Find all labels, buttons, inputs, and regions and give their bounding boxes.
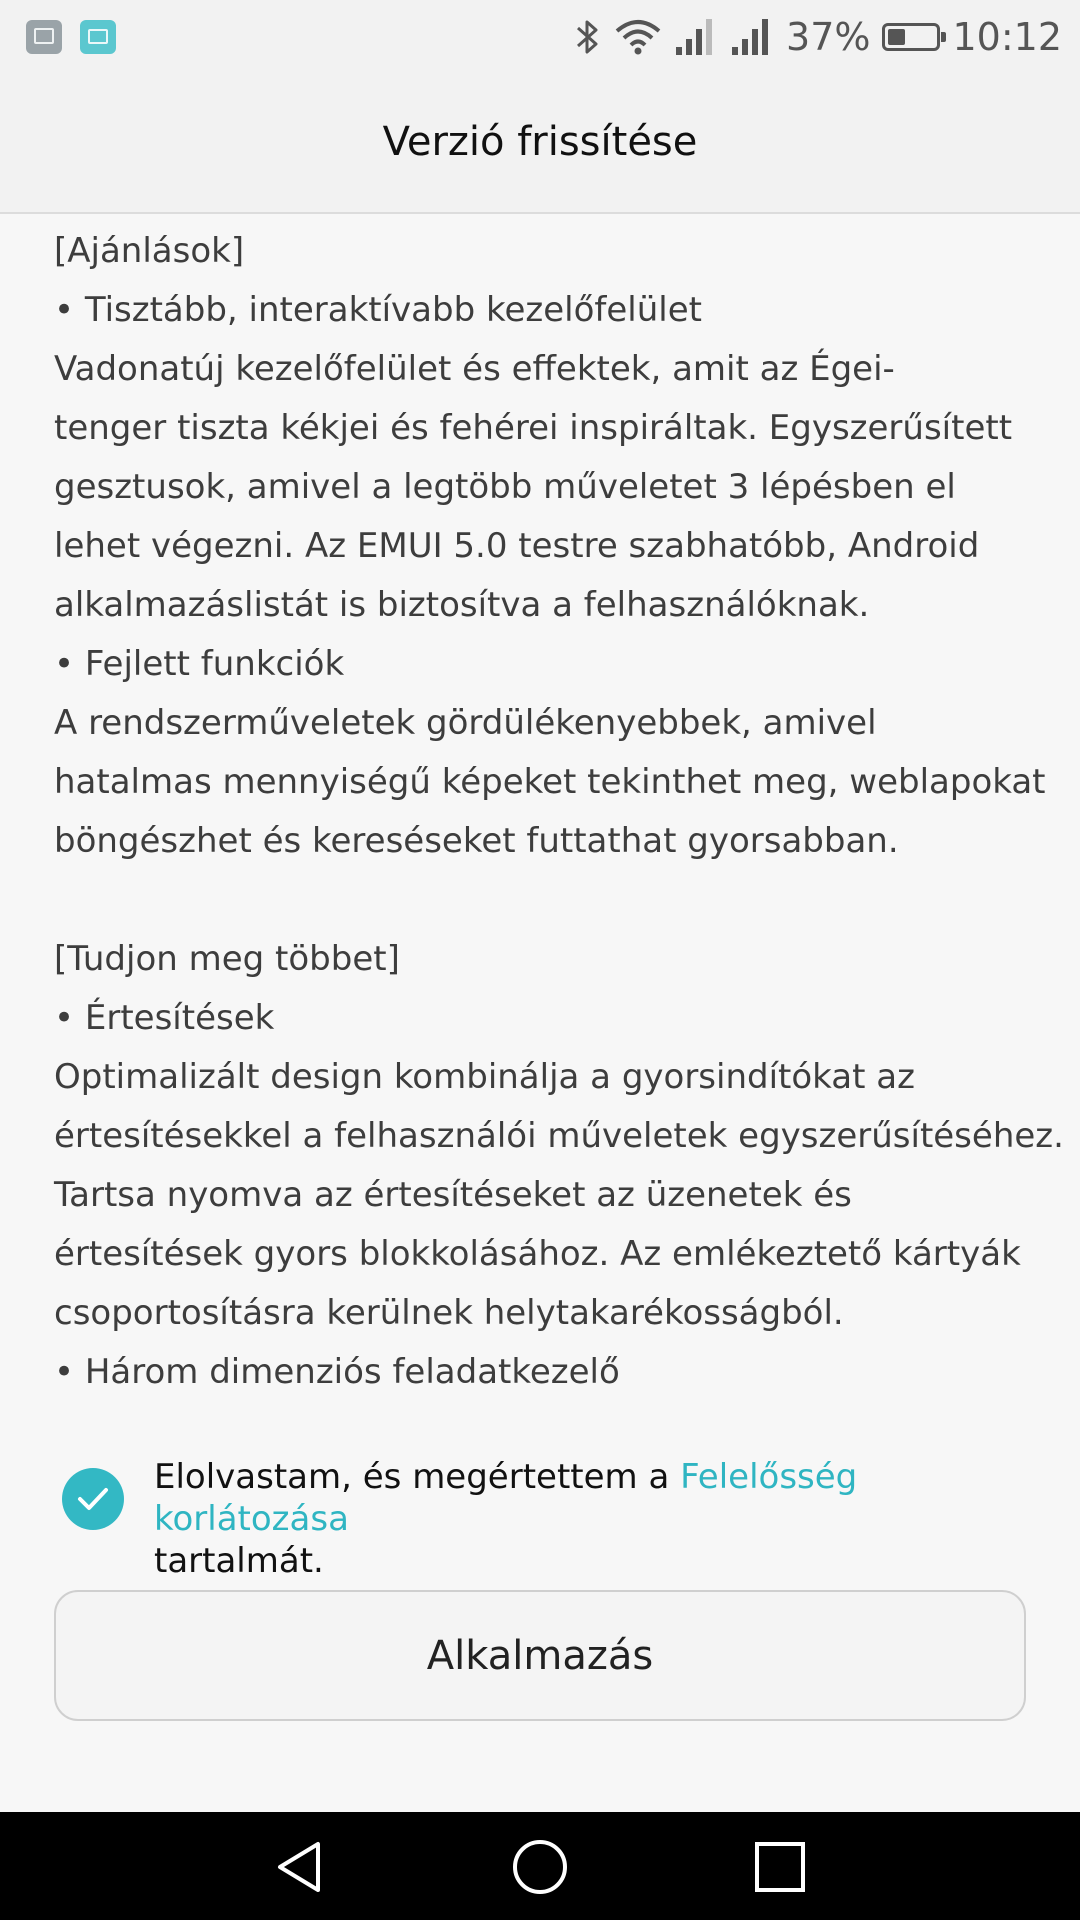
agreement-text-before: Elolvastam, és megértettem a — [154, 1457, 681, 1497]
release-note-line: gesztusok, amivel a legtöbb műveletet 3 lépésben el — [54, 467, 956, 507]
release-note-line: Vadonatúj kezelőfelület és effektek, amit az Égei- — [54, 349, 895, 389]
release-note-line: • Tisztább, interaktívabb kezelőfelület — [54, 290, 702, 330]
page-title: Verzió frissítése — [382, 119, 698, 165]
checkmark-icon — [76, 1485, 110, 1513]
release-note-line: csoportosításra kerülnek helytakarékosságból. — [54, 1293, 844, 1333]
clock: 10:12 — [952, 15, 1062, 59]
release-note-line: • Értesítések — [54, 998, 275, 1038]
release-notes[interactable] — [54, 222, 1064, 1402]
apply-button[interactable]: Alkalmazás — [54, 1590, 1026, 1721]
battery-icon — [882, 23, 940, 51]
recent-apps-icon[interactable] — [751, 1838, 809, 1896]
release-note-line: Optimalizált design kombinálja a gyorsindítókat az — [54, 1057, 915, 1097]
wifi-icon — [614, 17, 662, 57]
mail-icon — [80, 20, 116, 54]
release-note-line: • Fejlett funkciók — [54, 644, 345, 684]
release-note-line: • Három dimenziós feladatkezelő — [54, 1352, 620, 1392]
bluetooth-icon — [574, 17, 602, 57]
release-note-line: értesítésekkel a felhasználói műveletek egyszerűsítéséhez. — [54, 1116, 1064, 1156]
battery-percent: 37% — [786, 15, 871, 59]
gallery-icon — [26, 20, 62, 54]
back-icon[interactable] — [272, 1838, 330, 1896]
release-note-line: A rendszerműveletek gördülékenyebbek, amivel — [54, 703, 877, 743]
release-note-line: [Ajánlások] — [54, 231, 245, 271]
release-note-line: Tartsa nyomva az értesítéseket az üzenetek és — [54, 1175, 852, 1215]
agreement-row — [62, 1456, 1032, 1581]
battery-level — [888, 29, 905, 45]
title-bar — [0, 72, 1080, 214]
agreement-checkbox[interactable] — [62, 1468, 124, 1530]
release-note-line: hatalmas mennyiségű képeket tekinthet meg, weblapokat — [54, 762, 1046, 802]
navigation-bar — [0, 1812, 1080, 1920]
disclaimer-link[interactable]: Felelősség korlátozása — [154, 1457, 858, 1539]
release-note-line: értesítések gyors blokkolásához. Az emlékeztető kártyák — [54, 1234, 1021, 1274]
agreement-text — [154, 1456, 1034, 1582]
system-status — [574, 12, 1062, 62]
release-note-line: [Tudjon meg többet] — [54, 939, 400, 979]
release-note-line: alkalmazáslistát is biztosítva a felhasználóknak. — [54, 585, 870, 625]
blank-line — [54, 871, 1044, 930]
status-bar — [0, 0, 1080, 72]
release-note-line: tenger tiszta kékjei és fehérei inspiráltak. Egyszerűsített — [54, 408, 1013, 448]
agreement-text-after: tartalmát. — [154, 1541, 324, 1581]
home-icon[interactable] — [511, 1838, 569, 1896]
release-note-line: böngészhet és kereséseket futtathat gyorsabban. — [54, 821, 899, 861]
signal-icon — [674, 17, 718, 57]
release-note-line: lehet végezni. Az EMUI 5.0 testre szabhatóbb, Android — [54, 526, 980, 566]
notification-icons — [26, 20, 116, 54]
signal-icon — [730, 17, 774, 57]
